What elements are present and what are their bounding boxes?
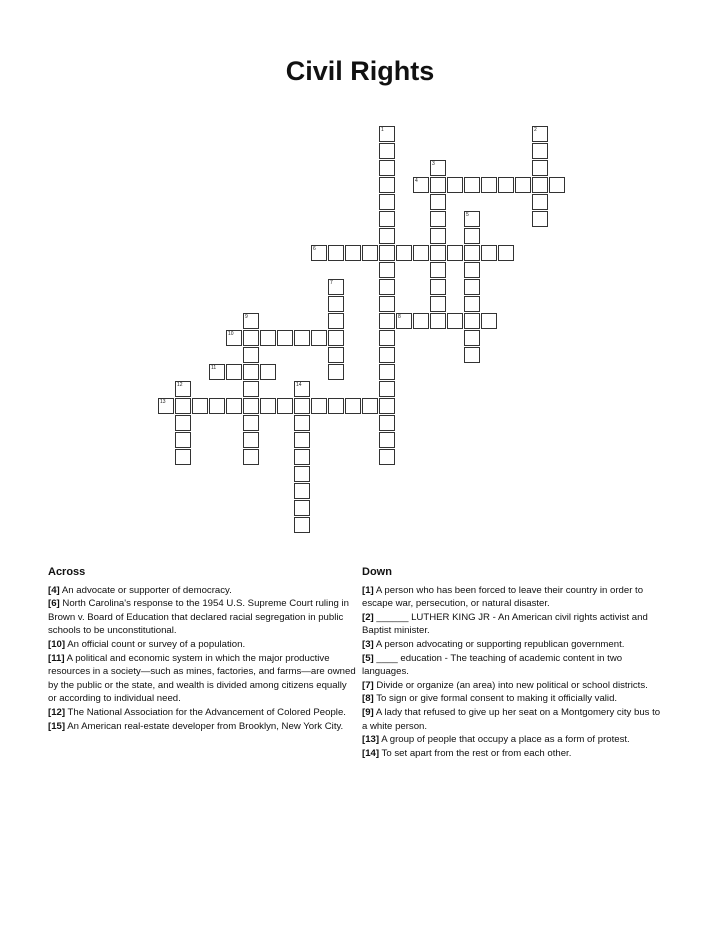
clue-number: [7]	[362, 679, 374, 691]
clue-text: To set apart from the rest or from each other.	[379, 747, 572, 759]
grid-cell[interactable]	[294, 500, 310, 516]
down-clue	[362, 611, 662, 638]
down-clue	[362, 638, 662, 652]
cell-number: 9	[245, 314, 248, 320]
grid-cell[interactable]	[379, 228, 395, 244]
grid-cell[interactable]	[243, 398, 259, 414]
grid-cell[interactable]	[498, 177, 514, 193]
grid-cell[interactable]	[464, 347, 480, 363]
across-clue	[48, 597, 356, 638]
grid-cell[interactable]	[464, 177, 480, 193]
grid-cell[interactable]	[243, 364, 259, 380]
grid-cell[interactable]	[464, 228, 480, 244]
grid-cell[interactable]	[464, 279, 480, 295]
down-heading: Down	[362, 566, 392, 578]
grid-cell[interactable]	[243, 381, 259, 397]
grid-cell[interactable]	[464, 313, 480, 329]
grid-cell[interactable]	[379, 211, 395, 227]
grid-cell[interactable]	[311, 245, 327, 261]
grid-cell[interactable]	[396, 245, 412, 261]
grid-cell[interactable]	[294, 415, 310, 431]
clue-text: A political and economic system in which the major productive resources in a society—such as mines, factories, and farms—are owned by the public or the state, and wealth is divided among citizens equally or according to individual need.	[48, 652, 356, 705]
clue-number: [10]	[48, 638, 66, 650]
grid-cell[interactable]	[243, 449, 259, 465]
grid-cell[interactable]	[430, 313, 446, 329]
grid-cell[interactable]	[311, 398, 327, 414]
across-list	[48, 584, 356, 734]
clue-text: A lady that refused to give up her seat on a Montgomery city bus to a white person.	[362, 706, 661, 732]
clue-text: An American real-estate developer from Brooklyn, New York City.	[65, 720, 344, 732]
across-clue	[48, 638, 356, 652]
grid-cell[interactable]	[345, 398, 361, 414]
cell-number: 1	[381, 127, 384, 133]
grid-cell[interactable]	[260, 364, 276, 380]
across-clues	[48, 566, 356, 733]
grid-cell[interactable]	[430, 245, 446, 261]
grid-cell[interactable]	[430, 160, 446, 176]
grid-cell[interactable]	[175, 398, 191, 414]
grid-cell[interactable]	[328, 347, 344, 363]
grid-cell[interactable]	[464, 262, 480, 278]
page-title: Civil Rights	[285, 56, 435, 86]
grid-cell[interactable]	[481, 313, 497, 329]
grid-cell[interactable]	[294, 330, 310, 346]
grid-cell[interactable]	[481, 177, 497, 193]
grid-cell[interactable]	[430, 279, 446, 295]
grid-cell[interactable]	[192, 398, 208, 414]
grid-cell[interactable]	[515, 177, 531, 193]
clue-number: [3]	[362, 638, 374, 650]
grid-cell[interactable]	[413, 313, 429, 329]
grid-cell[interactable]	[532, 126, 548, 142]
grid-cell[interactable]	[294, 381, 310, 397]
across-clue	[48, 584, 356, 598]
clue-text: A group of people that occupy a place as a form of protest.	[379, 734, 630, 746]
grid-cell[interactable]	[379, 432, 395, 448]
grid-cell[interactable]	[243, 313, 259, 329]
cell-number: 4	[415, 178, 418, 184]
grid-cell[interactable]	[294, 466, 310, 482]
clue-number: [11]	[48, 652, 65, 664]
clue-number: [14]	[362, 747, 380, 759]
grid-cell[interactable]	[294, 483, 310, 499]
grid-cell[interactable]	[430, 211, 446, 227]
grid-cell[interactable]	[379, 177, 395, 193]
across-clue	[48, 720, 356, 734]
cell-number: 14	[296, 382, 302, 388]
grid-cell[interactable]	[328, 313, 344, 329]
cell-number: 2	[534, 127, 537, 133]
grid-cell[interactable]	[413, 245, 429, 261]
grid-cell[interactable]	[243, 432, 259, 448]
grid-cell[interactable]	[532, 211, 548, 227]
grid-cell[interactable]	[447, 313, 463, 329]
grid-cell[interactable]	[379, 381, 395, 397]
grid-cell[interactable]	[175, 381, 191, 397]
down-clue	[362, 652, 662, 679]
grid-cell[interactable]	[277, 398, 293, 414]
grid-cell[interactable]	[430, 177, 446, 193]
grid-cell[interactable]	[294, 398, 310, 414]
clue-number: [2]	[362, 611, 374, 623]
clue-number: [4]	[48, 584, 60, 596]
cell-number: 13	[160, 399, 166, 405]
grid-cell[interactable]	[209, 364, 225, 380]
cell-number: 11	[211, 365, 217, 371]
cell-number: 5	[466, 212, 469, 218]
grid-cell[interactable]	[379, 160, 395, 176]
grid-cell[interactable]	[532, 177, 548, 193]
grid-cell[interactable]	[243, 347, 259, 363]
clue-number: [6]	[48, 598, 60, 610]
cell-number: 8	[398, 314, 401, 320]
grid-cell[interactable]	[328, 330, 344, 346]
grid-cell[interactable]	[328, 398, 344, 414]
grid-cell[interactable]	[175, 415, 191, 431]
grid-cell[interactable]	[294, 449, 310, 465]
grid-cell[interactable]	[158, 398, 174, 414]
grid-cell[interactable]	[379, 449, 395, 465]
clue-text: To sign or give formal consent to making it officially valid.	[373, 693, 618, 705]
down-clues	[362, 566, 662, 760]
clue-number: [5]	[362, 652, 374, 664]
grid-cell[interactable]	[226, 398, 242, 414]
grid-cell[interactable]	[328, 279, 344, 295]
grid-cell[interactable]	[498, 245, 514, 261]
grid-cell[interactable]	[226, 330, 242, 346]
down-clue	[362, 692, 662, 706]
clue-text: A person who has been forced to leave their country in order to escape war, persecution, or natural disaster.	[362, 584, 644, 610]
grid-cell[interactable]	[464, 211, 480, 227]
clue-text: Divide or organize (an area) into new political or school districts.	[373, 679, 648, 691]
cell-number: 3	[432, 161, 435, 167]
across-clue	[48, 652, 356, 706]
grid-cell[interactable]	[243, 330, 259, 346]
cell-number: 6	[313, 246, 316, 252]
grid-cell[interactable]	[464, 245, 480, 261]
grid-cell[interactable]	[328, 296, 344, 312]
grid-cell[interactable]	[549, 177, 565, 193]
grid-cell[interactable]	[379, 279, 395, 295]
grid-cell[interactable]	[379, 398, 395, 414]
clue-number: [15]	[48, 720, 66, 732]
clue-text: ____ education - The teaching of academic content in two languages.	[362, 652, 623, 678]
grid-cell[interactable]	[311, 330, 327, 346]
grid-cell[interactable]	[362, 398, 378, 414]
clue-number: [12]	[48, 706, 66, 718]
down-clue	[362, 747, 662, 761]
clue-text: An advocate or supporter of democracy.	[59, 584, 232, 596]
grid-cell[interactable]	[464, 330, 480, 346]
grid-cell[interactable]	[413, 177, 429, 193]
clue-text: A person advocating or supporting republican government.	[373, 638, 625, 650]
clue-text: An official count or survey of a population.	[65, 638, 246, 650]
grid-cell[interactable]	[430, 194, 446, 210]
clue-text: The National Association for the Advancement of Colored People.	[65, 706, 346, 718]
down-clue	[362, 733, 662, 747]
across-clue	[48, 706, 356, 720]
grid-cell[interactable]	[447, 177, 463, 193]
grid-cell[interactable]	[226, 364, 242, 380]
grid-cell[interactable]	[379, 313, 395, 329]
cell-number: 10	[228, 331, 234, 337]
clue-text: ______ LUTHER KING JR - An American civil rights activist and Baptist minister.	[362, 611, 648, 637]
grid-cell[interactable]	[379, 194, 395, 210]
down-clue	[362, 679, 662, 693]
grid-cell[interactable]	[260, 330, 276, 346]
grid-cell[interactable]	[396, 313, 412, 329]
clue-text: North Carolina's response to the 1954 U.S. Supreme Court ruling in Brown v. Board of Education that declared racial segregation in public schools to be unconstitutional.	[48, 598, 349, 637]
grid-cell[interactable]	[379, 126, 395, 142]
grid-cell[interactable]	[260, 398, 276, 414]
grid-cell[interactable]	[430, 296, 446, 312]
grid-cell[interactable]	[532, 160, 548, 176]
down-clue	[362, 584, 662, 611]
grid-cell[interactable]	[294, 517, 310, 533]
clue-number: [13]	[362, 734, 380, 746]
grid-cell[interactable]	[379, 296, 395, 312]
grid-cell[interactable]	[379, 347, 395, 363]
cell-number: 12	[177, 382, 183, 388]
grid-cell[interactable]	[243, 415, 259, 431]
across-heading: Across	[48, 566, 86, 578]
grid-cell[interactable]	[447, 245, 463, 261]
down-list	[362, 584, 662, 761]
clue-number: [1]	[362, 584, 374, 596]
grid-cell[interactable]	[175, 449, 191, 465]
grid-cell[interactable]	[532, 143, 548, 159]
grid-cell[interactable]	[379, 364, 395, 380]
grid-cell[interactable]	[345, 245, 361, 261]
grid-cell[interactable]	[328, 364, 344, 380]
clue-number: [9]	[362, 706, 374, 718]
grid-cell[interactable]	[379, 330, 395, 346]
grid-cell[interactable]	[209, 398, 225, 414]
grid-cell[interactable]	[362, 245, 378, 261]
clue-number: [8]	[362, 693, 374, 705]
grid-cell[interactable]	[379, 143, 395, 159]
grid-cell[interactable]	[294, 432, 310, 448]
grid-cell[interactable]	[379, 415, 395, 431]
down-clue	[362, 706, 662, 733]
grid-cell[interactable]	[175, 432, 191, 448]
grid-cell[interactable]	[379, 262, 395, 278]
grid-cell[interactable]	[464, 296, 480, 312]
grid-cell[interactable]	[430, 262, 446, 278]
grid-cell[interactable]	[481, 245, 497, 261]
grid-cell[interactable]	[328, 245, 344, 261]
grid-cell[interactable]	[532, 194, 548, 210]
grid-cell[interactable]	[430, 228, 446, 244]
grid-cell[interactable]	[379, 245, 395, 261]
grid-cell[interactable]	[277, 330, 293, 346]
cell-number: 7	[330, 280, 333, 286]
